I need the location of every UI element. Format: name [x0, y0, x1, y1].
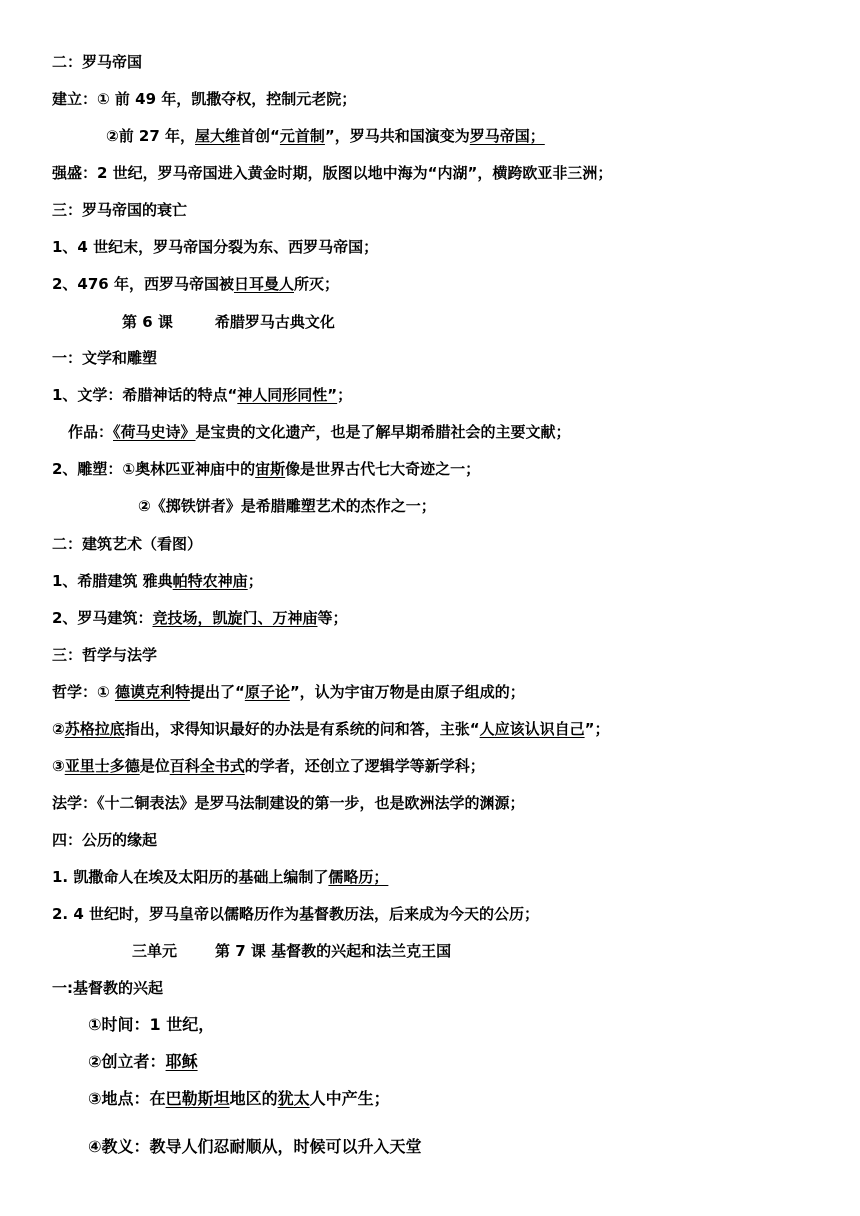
- underlined-term-germanic: 日耳曼人: [233, 275, 294, 293]
- section-heading-christianity: 一:基督教的兴起: [52, 979, 163, 997]
- text-line-homer: 作品：《荷马史诗》是宝贵的文化遗产，也是了解早期希腊社会的主要文献；: [68, 423, 571, 441]
- text-line-split: 1、4 世纪末，罗马帝国分裂为东、西罗马帝国；: [52, 238, 379, 256]
- text-line-socrates: ②苏格拉底指出，求得知识最好的办法是有系统的问和答，主张“人应该认识自己”；: [52, 720, 610, 738]
- underlined-term-zeus: 宙斯: [255, 460, 286, 478]
- underlined-term-atomism: 原子论: [244, 683, 290, 701]
- underlined-term-encyclopedic: 百科全书式: [169, 757, 245, 775]
- text-line-time: ①时间：1 世纪，: [88, 1015, 215, 1034]
- section-heading-literature: 一：文学和雕塑: [52, 349, 158, 367]
- text-line-476: 2、476 年，西罗马帝国被日耳曼人所灭；: [52, 275, 340, 293]
- section-heading-roman-empire: 二：罗马帝国: [52, 53, 143, 71]
- underlined-term-know-thyself: 人应该认识自己: [479, 720, 585, 738]
- section-heading-philosophy: 三：哲学与法学: [52, 646, 158, 664]
- underlined-term-homeric-epics: 《荷马史诗》: [113, 423, 196, 441]
- text-line-roman-architecture: 2、罗马建筑：竞技场，凯旋门、万神庙等；: [52, 609, 348, 627]
- underlined-term-anthropomorphism: 神人同形同性”: [237, 386, 338, 404]
- text-line-law: 法学：《十二铜表法》是罗马法制建设的第一步，也是欧洲法学的渊源；: [52, 794, 525, 812]
- underlined-term-palestine: 巴勒斯坦: [165, 1089, 230, 1108]
- section-heading-architecture: 二：建筑艺术（看图）: [52, 535, 203, 553]
- text-line-establishment: 建立：① 前 49 年，凯撒夺权，控制元老院；: [52, 90, 357, 108]
- text-line-mythology: 1、文学：希腊神话的特点“神人同形同性”；: [52, 386, 353, 404]
- underlined-term-jews: 犹太: [277, 1089, 310, 1108]
- underlined-term-aristotle: 亚里士多德: [64, 757, 140, 775]
- underlined-term-octavian: 屋大维: [195, 127, 241, 145]
- text-line-prosperity: 强盛：2 世纪，罗马帝国进入黄金时期，版图以地中海为“内湖”，横跨欧亚非三洲；: [52, 164, 613, 182]
- text-line-doctrine: ④教义：教导人们忍耐顺从，时候可以升入天堂: [88, 1137, 422, 1156]
- underlined-term-democritus: 德谟克利特: [114, 683, 190, 701]
- section-heading-calendar: 四：公历的缘起: [52, 831, 158, 849]
- text-line-gregorian: 2. 4 世纪时，罗马皇帝以儒略历作为基督教历法，后来成为今天的公历；: [52, 905, 540, 923]
- text-line-location: ③地点：在巴勒斯坦地区的犹太人中产生；: [88, 1089, 390, 1108]
- underlined-term-principate: 元首制: [279, 127, 325, 145]
- text-line-discobolus: ②《掷铁饼者》是希腊雕塑艺术的杰作之一；: [138, 497, 436, 515]
- lesson-title-7: 三单元 第 7 课 基督教的兴起和法兰克王国: [132, 942, 452, 960]
- underlined-term-jesus: 耶稣: [165, 1052, 198, 1071]
- text-line-aristotle: ③亚里士多德是位百科全书式的学者，还创立了逻辑学等新学科；: [52, 757, 485, 775]
- underlined-term-socrates: 苏格拉底: [64, 720, 125, 738]
- underlined-term-parthenon: 帕特农神庙: [172, 572, 248, 590]
- text-line-27bc: ②前 27 年，屋大维首创“元首制”，罗马共和国演变为罗马帝国；: [106, 127, 545, 145]
- text-line-sculpture: 2、雕塑：①奥林匹亚神庙中的宙斯像是世界古代七大奇迹之一；: [52, 460, 481, 478]
- underlined-term-roman-buildings: 竞技场，凯旋门、万神庙: [152, 609, 318, 627]
- text-line-julian: 1. 凯撒命人在埃及太阳历的基础上编制了儒略历；: [52, 868, 389, 886]
- text-line-founder: ②创立者：耶稣: [88, 1052, 198, 1071]
- lesson-title-6: 第 6 课 希腊罗马古典文化: [122, 313, 335, 331]
- underlined-term-roman-empire: 罗马帝国；: [469, 127, 545, 145]
- text-line-greek-architecture: 1、希腊建筑 雅典帕特农神庙；: [52, 572, 263, 590]
- underlined-term-julian-calendar: 儒略历；: [328, 868, 389, 886]
- section-heading-decline: 三：罗马帝国的衰亡: [52, 201, 188, 219]
- text-line-democritus: 哲学：① 德谟克利特提出了“原子论”，认为宇宙万物是由原子组成的；: [52, 683, 525, 701]
